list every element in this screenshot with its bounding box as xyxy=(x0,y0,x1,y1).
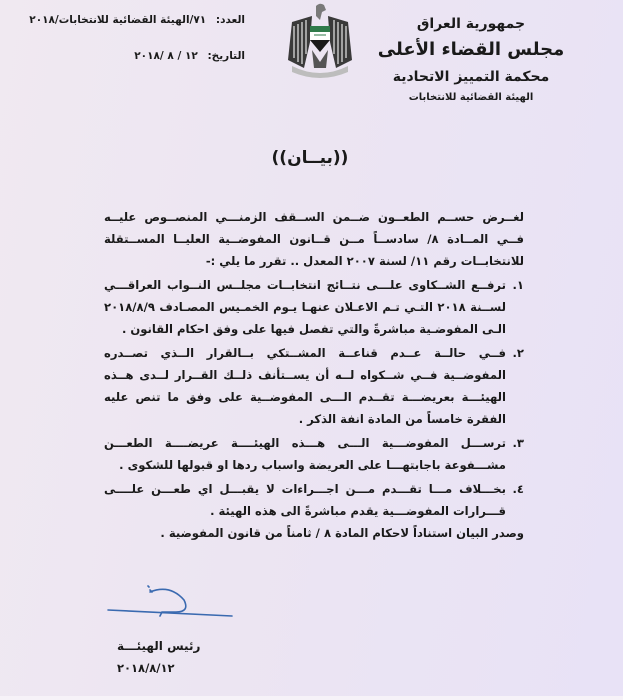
item-number: ٣. xyxy=(512,436,524,450)
closing-paragraph: وصدر البيان استناداً لاحكام المادة ٨ / ثامناً من قانون المفوضية . xyxy=(160,526,524,540)
intro-paragraph: لغــرض حســم الطعــون ضــمن الســقف الزمنـــي المنصــوص عليــه فــي المــادة ٨/ سادســاً مــن قــانون المفوضــية العليــا المســتقلة للانتخابــات رقم ١١/ لسنة ٢٠٠٧ المعدل .. تقرر ما يلي :- xyxy=(104,210,524,268)
item-text: فــي حالــة عــدم قناعــة المشــتكي بــالقرار الــذي تصــدره المفوضــية فــي شــكواه لــه أن يســتأنف ذلــك القــرار لــدى هــذه الهيئـــة بعريضـــة تقــدم الـــى المفوضــية على وفق ما تنص عليه الفقرة خامساً من المادة انفة الذكر . xyxy=(104,346,506,426)
council-name: مجلس القضاء الأعلى xyxy=(377,39,565,60)
date-row xyxy=(40,48,245,64)
reference-number-row xyxy=(29,12,245,28)
signatory-title: رئيس الهيئـــة xyxy=(117,639,201,653)
statement-body xyxy=(104,206,524,544)
statement-title: ((بيــان)) xyxy=(271,148,349,168)
list-item xyxy=(104,342,524,430)
court-name: محكمة التمييز الاتحادية xyxy=(392,69,550,85)
letterhead-right xyxy=(371,14,571,106)
number-label: العدد: xyxy=(215,14,245,26)
date-label: التاريخ: xyxy=(207,50,245,62)
item-number: ٤. xyxy=(512,482,524,496)
item-number: ١. xyxy=(512,278,524,292)
date-value: ١٢ / ٨ /٢٠١٨ xyxy=(134,50,198,62)
reference-block xyxy=(29,12,245,64)
list-item xyxy=(104,274,524,340)
item-number: ٢. xyxy=(512,346,524,360)
country-name: جمهورية العراق xyxy=(416,16,526,32)
item-text: بخـــلاف مـــا تقـــدم مـــن اجـــراءات لا يقبـــل اي طعـــن علــــى قـــرارات المفوضـــية يقدم مباشرةً الى هذه الهيئة . xyxy=(104,482,506,518)
item-text: ترســـل المفوضـــية الـــى هـــذه الهيئــــة عريضــــة الطعـــن مشـــفوعة باجابتهـــا على العريضة واسباب ردها او قبولها للشكوى . xyxy=(104,436,506,472)
list-item xyxy=(104,432,524,476)
item-text: ترفــع الشــكاوى علـــى نتــائج انتخابــات مجلــس النــواب العراقـــي لســنة ٢٠١٨ التـي تـم الاعـلان عنهـا يـوم الخمـيس المصـادف ٢٠١٨/٨/٩ الـى المفوضـية مباشرةً والتي تفصل فيها على وفق احكام القانون . xyxy=(104,278,506,336)
number-value: ٧١/الهيئة القضائية للانتخابات/٢٠١٨ xyxy=(29,14,207,26)
page-edge xyxy=(0,696,623,700)
iraq-emblem-icon xyxy=(280,2,360,82)
signature-icon xyxy=(106,582,236,624)
panel-name: الهيئة القضائية للانتخابات xyxy=(408,92,534,103)
signature-date: ٢٠١٨/٨/١٢ xyxy=(117,661,175,675)
list-item xyxy=(104,478,524,522)
